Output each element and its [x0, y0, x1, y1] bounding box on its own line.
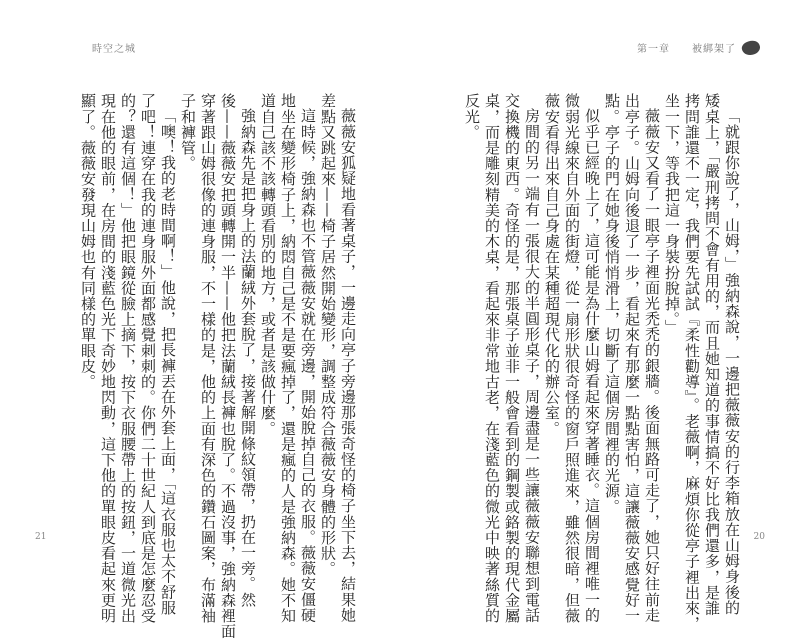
text-column: 房間的另一端有一張很大的半圓形桌子，周邊盡是一些讓薇薇安聯想到電話 [523, 108, 541, 623]
text-column: 穿著跟山姆很像的連身服，不一樣的是，他的上面有深色的鑽石圖案，布滿袖 [199, 93, 217, 624]
text-column: 反光。 [463, 93, 481, 140]
text-column: 顯了。薇薇安發現山姆也有同樣的單眼皮。 [79, 93, 97, 390]
chapter-number: 第一章 [637, 44, 670, 55]
text-column: 道自己該不該轉頭看別的地方，或者是該做什麼。 [259, 93, 277, 437]
running-header-chapter [637, 40, 760, 55]
text-column: 這時候，強納森也不管薇薇安就在旁邊，開始脫掉自己的衣服。薇薇安僵硬 [299, 108, 317, 623]
text-column: 拷問誰還不一定，我們要先試試『柔性勸導』。老薇啊，麻煩你從亭子裡出來， [683, 93, 701, 632]
right-page-body [457, 93, 742, 632]
left-page-body [73, 93, 358, 639]
page-number-right: 20 [753, 532, 765, 542]
text-column: 薇薇安又看了一眼亭子裡面光禿禿的銀牆。後面無路可走了，她只好往前走 [643, 108, 661, 623]
text-column: 「就跟你說了，山姆，」強納森說，一邊把薇薇安的行李箱放在山姆身後的 [723, 108, 741, 616]
text-column: 出亭子。山姆向後退了一步，看起來有那麼一點點害怕，這讓薇薇安感覺好一 [623, 93, 641, 624]
text-column: 「噢！我的老時間啊！」他說，把長褲丟在外套上面，「這衣服也太不舒服 [159, 108, 177, 616]
text-column: 差點又跳起來——椅子居然開始變形，調整成符合薇薇安身體的形狀。 [319, 93, 337, 577]
text-column: 強納森先是把身上的法蘭絨外套脫了，接著解開條紋領帶，扔在一旁。然 [239, 108, 257, 608]
text-column: 薇薇安狐疑地看著桌子，一邊走向亭子旁邊那張奇怪的椅子坐下去，結果她 [339, 108, 357, 623]
text-column: 矮桌上，「嚴刑拷問不會有用的，而且她知道的事情搞不好比我們還多，是誰 [703, 93, 721, 616]
text-column: 子和褲管。 [179, 93, 197, 171]
text-column: 交換機的東西。奇怪的是，那張桌子並非一般會看到的鋼製或鉻製的現代金屬 [503, 93, 521, 624]
text-column: 現在他的眼前，在房間的淺藍色光下奇妙地閃動，這下他的單眼皮看起來更明 [99, 93, 117, 624]
text-column: 後——薇薇安把頭轉開一半——他把法蘭絨長褲也脫了。不過沒事，強納森裡面 [219, 93, 237, 639]
text-column: 地坐在變形椅子上，納悶自己是不是要瘋掉了，還是瘋的人是強納森。她不知 [279, 93, 297, 624]
text-column: 微弱光線來自外面的街燈，從一扇形狀很奇怪的窗戶照進來，雖然很暗，但薇 [563, 93, 581, 624]
text-column: 的？還有這個！」他把眼鏡從臉上摘下，按下衣服腰帶上的按鈕，一道微光出 [119, 93, 137, 624]
text-column: 薇安看得出來自己身處在某種超現代化的辦公室。 [543, 93, 561, 437]
text-column: 坐一下，等我把這一身裝扮脫掉。」 [663, 93, 681, 336]
page-number-left: 21 [35, 532, 47, 542]
text-column: 了吧！連穿在我的連身服外面都感覺刺刺的。你們二十世紀人到底是怎麼忍受 [139, 93, 157, 624]
chapter-ornament-icon [740, 38, 762, 57]
text-column: 桌，而是雕刻精美的木桌，看起來非常地古老，在淺藍色的微光中映著絲質的 [483, 93, 501, 624]
running-header-book-title: 時空之城 [92, 44, 136, 55]
chapter-title: 被綁架了 [692, 44, 736, 55]
text-column: 似乎已經晚上了，這可能是為什麼山姆看起來穿著睡衣。這個房間裡唯一的 [583, 108, 601, 623]
text-column: 點。亭子的門在她身後悄悄滑上，切斷了這個房間裡的光源。 [603, 93, 621, 515]
